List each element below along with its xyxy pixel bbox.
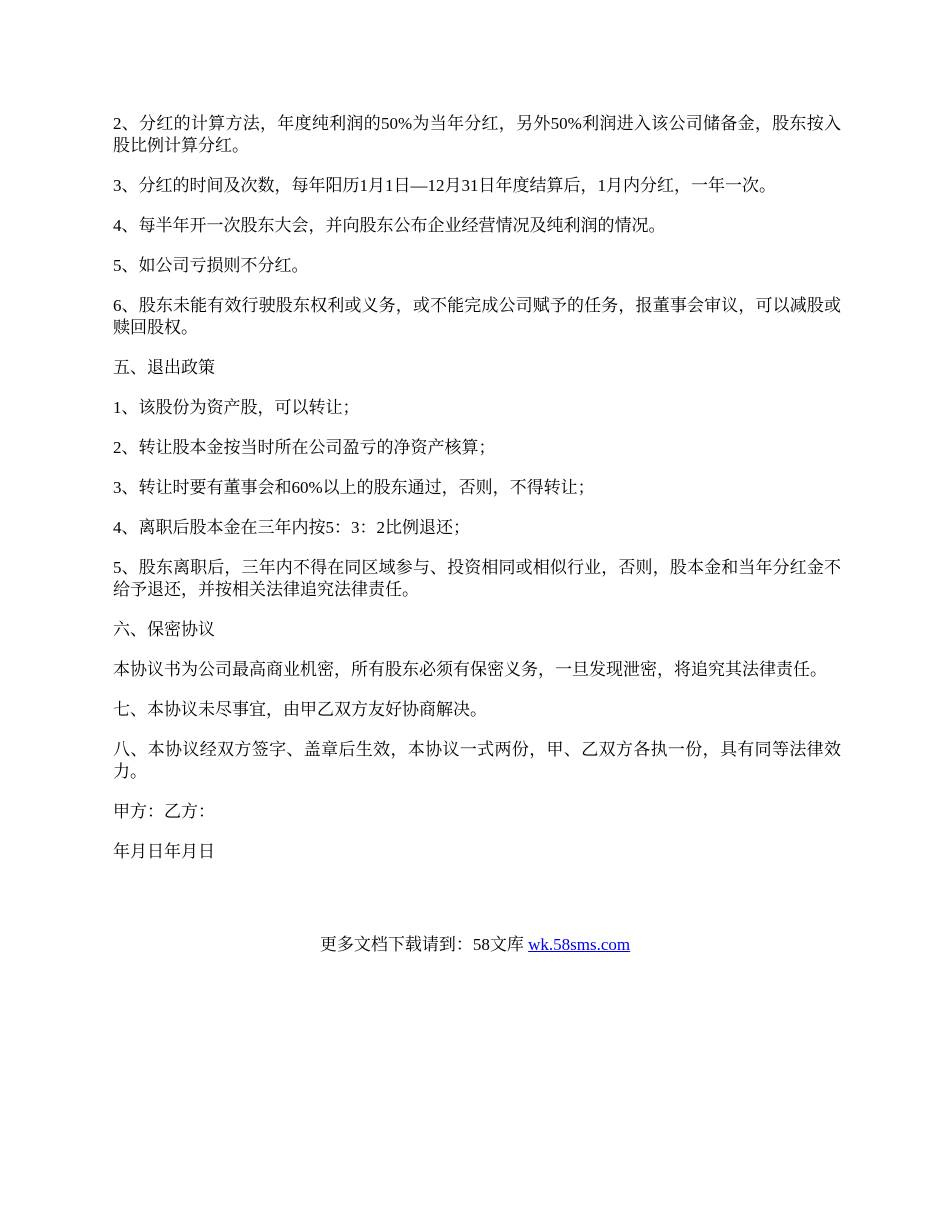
paragraph-exit-valuation: 2、转让股本金按当时所在公司盈亏的净资产核算； xyxy=(113,438,496,457)
section-heading-confidentiality: 六、保密协议 xyxy=(113,620,215,639)
footer-download-link[interactable]: wk.58sms.com xyxy=(528,935,631,954)
paragraph-exit-non-compete: 5、股东离职后，三年内不得在同区域参与、投资相同或相似行业，否则，股本金和当年分红金不给予退还，并按相关法律追究法律责任。 xyxy=(113,558,841,599)
signature-parties: 甲方：乙方： xyxy=(113,802,215,821)
paragraph-exit-approval: 3、转让时要有董事会和60%以上的股东通过，否则，不得转让； xyxy=(113,478,595,497)
paragraph-exit-transferable: 1、该股份为资产股，可以转让； xyxy=(113,398,360,417)
footer-prefix-text: 更多文档下载请到：58文库 xyxy=(319,935,529,954)
paragraph-unresolved-matters: 七、本协议未尽事宜，由甲乙双方友好协商解决。 xyxy=(113,700,487,719)
document-body xyxy=(113,113,841,881)
paragraph-exit-refund-ratio: 4、离职后股本金在三年内按5：3：2比例退还； xyxy=(113,518,470,537)
signature-dates: 年月日年月日 xyxy=(113,842,215,861)
paragraph-shareholder-duties: 6、股东未能有效行驶股东权利或义务，或不能完成公司赋予的任务，报董事会审议，可以减股或赎回股权。 xyxy=(113,296,841,337)
download-footer xyxy=(0,934,950,956)
section-heading-exit-policy: 五、退出政策 xyxy=(113,358,215,377)
paragraph-shareholder-meeting: 4、每半年开一次股东大会，并向股东公布企业经营情况及纯利润的情况。 xyxy=(113,216,666,235)
paragraph-confidentiality: 本协议书为公司最高商业机密，所有股东必须有保密义务，一旦发现泄密，将追究其法律责任。 xyxy=(113,660,827,679)
paragraph-effectiveness: 八、本协议经双方签字、盖章后生效，本协议一式两份，甲、乙双方各执一份，具有同等法律效力。 xyxy=(113,740,841,781)
paragraph-no-dividend-on-loss: 5、如公司亏损则不分红。 xyxy=(113,256,309,275)
paragraph-dividend-timing: 3、分红的时间及次数，每年阳历1月1日—12月31日年度结算后，1月内分红，一年一次。 xyxy=(113,176,776,195)
paragraph-dividend-calculation: 2、分红的计算方法，年度纯利润的50%为当年分红，另外50%利润进入该公司储备金，股东按入股比例计算分红。 xyxy=(113,114,841,155)
